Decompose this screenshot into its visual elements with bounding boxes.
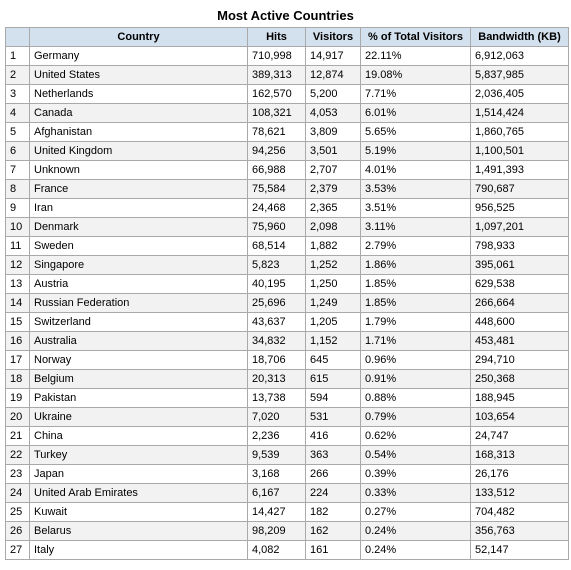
cell-country: Belarus [30,522,248,541]
countries-table [5,27,569,560]
table-row [6,47,569,66]
cell-bandwidth: 188,945 [471,389,569,408]
cell-country: Turkey [30,446,248,465]
cell-country: Australia [30,332,248,351]
cell-rank: 16 [6,332,30,351]
cell-hits: 9,539 [248,446,306,465]
cell-percent-visitors: 1.79% [361,313,471,332]
column-header-rank [6,28,30,47]
cell-country: Switzerland [30,313,248,332]
cell-visitors: 1,249 [306,294,361,313]
cell-hits: 43,637 [248,313,306,332]
cell-rank: 25 [6,503,30,522]
cell-visitors: 4,053 [306,104,361,123]
cell-percent-visitors: 0.39% [361,465,471,484]
cell-visitors: 531 [306,408,361,427]
cell-bandwidth: 52,147 [471,541,569,560]
cell-bandwidth: 790,687 [471,180,569,199]
cell-rank: 17 [6,351,30,370]
cell-percent-visitors: 3.11% [361,218,471,237]
cell-country: Italy [30,541,248,560]
cell-visitors: 266 [306,465,361,484]
cell-bandwidth: 294,710 [471,351,569,370]
cell-hits: 98,209 [248,522,306,541]
cell-country: Belgium [30,370,248,389]
cell-visitors: 363 [306,446,361,465]
cell-rank: 23 [6,465,30,484]
cell-percent-visitors: 1.71% [361,332,471,351]
cell-bandwidth: 956,525 [471,199,569,218]
cell-rank: 24 [6,484,30,503]
cell-hits: 34,832 [248,332,306,351]
table-row [6,123,569,142]
table-row [6,408,569,427]
column-header-hits: Hits [248,28,306,47]
cell-visitors: 2,098 [306,218,361,237]
cell-country: Afghanistan [30,123,248,142]
cell-bandwidth: 266,664 [471,294,569,313]
cell-visitors: 1,152 [306,332,361,351]
table-row [6,541,569,560]
cell-bandwidth: 24,747 [471,427,569,446]
cell-rank: 18 [6,370,30,389]
cell-percent-visitors: 3.53% [361,180,471,199]
cell-visitors: 3,501 [306,142,361,161]
cell-visitors: 615 [306,370,361,389]
table-row [6,370,569,389]
cell-rank: 10 [6,218,30,237]
cell-percent-visitors: 0.79% [361,408,471,427]
cell-hits: 108,321 [248,104,306,123]
cell-bandwidth: 395,061 [471,256,569,275]
cell-bandwidth: 1,097,201 [471,218,569,237]
cell-hits: 710,998 [248,47,306,66]
cell-visitors: 645 [306,351,361,370]
cell-visitors: 1,205 [306,313,361,332]
cell-country: Germany [30,47,248,66]
table-header-row [6,28,569,47]
cell-hits: 3,168 [248,465,306,484]
table-row [6,446,569,465]
cell-rank: 5 [6,123,30,142]
cell-bandwidth: 5,837,985 [471,66,569,85]
column-header-visitors: Visitors [306,28,361,47]
cell-bandwidth: 250,368 [471,370,569,389]
cell-bandwidth: 168,313 [471,446,569,465]
cell-hits: 14,427 [248,503,306,522]
table-row [6,66,569,85]
cell-country: Pakistan [30,389,248,408]
table-row [6,313,569,332]
table-row [6,161,569,180]
table-row [6,104,569,123]
cell-hits: 75,960 [248,218,306,237]
table-row [6,503,569,522]
cell-bandwidth: 448,600 [471,313,569,332]
cell-hits: 20,313 [248,370,306,389]
cell-percent-visitors: 1.86% [361,256,471,275]
cell-bandwidth: 1,100,501 [471,142,569,161]
cell-bandwidth: 453,481 [471,332,569,351]
cell-country: Netherlands [30,85,248,104]
column-header-country: Country [30,28,248,47]
cell-percent-visitors: 0.24% [361,522,471,541]
cell-percent-visitors: 1.85% [361,275,471,294]
cell-hits: 24,468 [248,199,306,218]
cell-rank: 1 [6,47,30,66]
cell-visitors: 224 [306,484,361,503]
page-title: Most Active Countries [217,8,354,23]
cell-bandwidth: 1,860,765 [471,123,569,142]
table-body [6,47,569,560]
cell-percent-visitors: 1.85% [361,294,471,313]
cell-country: Norway [30,351,248,370]
table-row [6,275,569,294]
cell-percent-visitors: 4.01% [361,161,471,180]
cell-percent-visitors: 7.71% [361,85,471,104]
cell-hits: 13,738 [248,389,306,408]
cell-visitors: 162 [306,522,361,541]
cell-percent-visitors: 0.24% [361,541,471,560]
cell-country: Singapore [30,256,248,275]
cell-country: Austria [30,275,248,294]
cell-country: Ukraine [30,408,248,427]
cell-hits: 68,514 [248,237,306,256]
cell-hits: 78,621 [248,123,306,142]
cell-hits: 25,696 [248,294,306,313]
cell-percent-visitors: 0.96% [361,351,471,370]
column-header-percent-visitors: % of Total Visitors [361,28,471,47]
cell-country: United States [30,66,248,85]
cell-visitors: 1,882 [306,237,361,256]
table-row [6,85,569,104]
cell-country: Russian Federation [30,294,248,313]
cell-bandwidth: 356,763 [471,522,569,541]
cell-percent-visitors: 5.19% [361,142,471,161]
cell-rank: 9 [6,199,30,218]
cell-percent-visitors: 0.88% [361,389,471,408]
cell-percent-visitors: 0.91% [361,370,471,389]
cell-rank: 11 [6,237,30,256]
cell-rank: 27 [6,541,30,560]
cell-visitors: 12,874 [306,66,361,85]
cell-country: United Kingdom [30,142,248,161]
cell-rank: 22 [6,446,30,465]
cell-hits: 389,313 [248,66,306,85]
cell-visitors: 182 [306,503,361,522]
cell-visitors: 1,252 [306,256,361,275]
cell-percent-visitors: 3.51% [361,199,471,218]
cell-country: Unknown [30,161,248,180]
cell-hits: 75,584 [248,180,306,199]
cell-rank: 14 [6,294,30,313]
cell-visitors: 3,809 [306,123,361,142]
column-header-bandwidth: Bandwidth (KB) [471,28,569,47]
cell-rank: 19 [6,389,30,408]
cell-country: Denmark [30,218,248,237]
cell-bandwidth: 704,482 [471,503,569,522]
cell-rank: 13 [6,275,30,294]
table-row [6,465,569,484]
cell-rank: 15 [6,313,30,332]
cell-country: France [30,180,248,199]
cell-bandwidth: 629,538 [471,275,569,294]
cell-hits: 2,236 [248,427,306,446]
cell-rank: 12 [6,256,30,275]
cell-country: Canada [30,104,248,123]
table-row [6,522,569,541]
cell-rank: 8 [6,180,30,199]
cell-country: Sweden [30,237,248,256]
table-row [6,332,569,351]
cell-visitors: 594 [306,389,361,408]
cell-visitors: 2,379 [306,180,361,199]
cell-country: United Arab Emirates [30,484,248,503]
cell-visitors: 2,707 [306,161,361,180]
table-row [6,294,569,313]
cell-visitors: 1,250 [306,275,361,294]
cell-percent-visitors: 0.27% [361,503,471,522]
cell-hits: 4,082 [248,541,306,560]
cell-visitors: 5,200 [306,85,361,104]
cell-hits: 5,823 [248,256,306,275]
cell-country: Iran [30,199,248,218]
cell-hits: 66,988 [248,161,306,180]
cell-percent-visitors: 6.01% [361,104,471,123]
cell-visitors: 161 [306,541,361,560]
cell-bandwidth: 2,036,405 [471,85,569,104]
table-row [6,180,569,199]
table-row [6,218,569,237]
cell-hits: 7,020 [248,408,306,427]
table-row [6,142,569,161]
cell-rank: 7 [6,161,30,180]
cell-percent-visitors: 0.33% [361,484,471,503]
cell-bandwidth: 1,514,424 [471,104,569,123]
table-row [6,389,569,408]
cell-country: China [30,427,248,446]
table-row [6,256,569,275]
cell-visitors: 416 [306,427,361,446]
table-row [6,199,569,218]
cell-visitors: 14,917 [306,47,361,66]
cell-rank: 26 [6,522,30,541]
cell-rank: 4 [6,104,30,123]
cell-percent-visitors: 0.62% [361,427,471,446]
cell-visitors: 2,365 [306,199,361,218]
cell-rank: 2 [6,66,30,85]
table-row [6,237,569,256]
cell-hits: 94,256 [248,142,306,161]
cell-hits: 6,167 [248,484,306,503]
cell-rank: 20 [6,408,30,427]
cell-percent-visitors: 19.08% [361,66,471,85]
cell-rank: 21 [6,427,30,446]
cell-rank: 3 [6,85,30,104]
cell-bandwidth: 103,654 [471,408,569,427]
cell-hits: 162,570 [248,85,306,104]
cell-bandwidth: 26,176 [471,465,569,484]
cell-bandwidth: 6,912,063 [471,47,569,66]
cell-country: Japan [30,465,248,484]
cell-percent-visitors: 5.65% [361,123,471,142]
cell-hits: 40,195 [248,275,306,294]
cell-bandwidth: 798,933 [471,237,569,256]
table-row [6,427,569,446]
cell-rank: 6 [6,142,30,161]
cell-percent-visitors: 0.54% [361,446,471,465]
cell-percent-visitors: 2.79% [361,237,471,256]
cell-bandwidth: 133,512 [471,484,569,503]
cell-country: Kuwait [30,503,248,522]
table-row [6,351,569,370]
cell-bandwidth: 1,491,393 [471,161,569,180]
cell-percent-visitors: 22.11% [361,47,471,66]
table-row [6,484,569,503]
cell-hits: 18,706 [248,351,306,370]
